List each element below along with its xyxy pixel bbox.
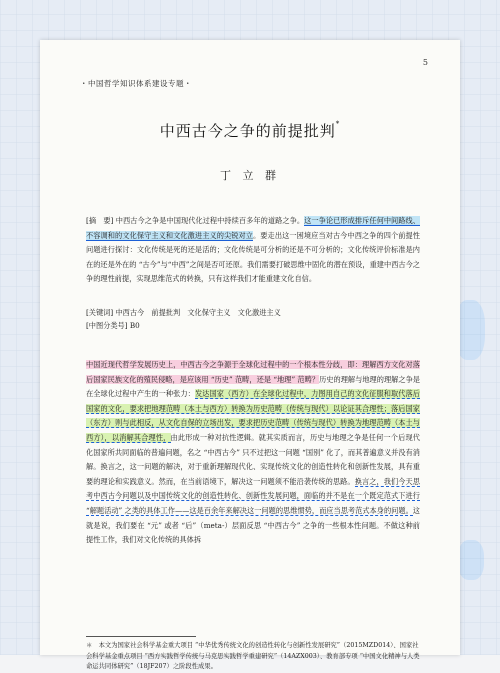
- body-text: [86, 358, 420, 548]
- clc-code: B0: [129, 321, 140, 330]
- decorative-blob: [458, 540, 484, 580]
- highlight-green: 发达国家（西方）在全球化过程中，力图用自己的文化征服和取代落后国家的文化，要求把地理范畴（本土与西方）转换为历史范畴（传统与现代）以论证其合理性；落后国家（东方）则与此相反，从文化自保的立场出发，要求把历史范畴（传统与现代）转换为地理范畴（本土与西方），以消解其合理性，: [86, 389, 420, 442]
- author-name: 丁 立 群: [220, 169, 280, 182]
- abstract-highlight: 这一争论已形成排斥任何中间路线、不容调和的文化保守主义和文化激进主义的尖锐对立: [86, 216, 420, 240]
- body-sentence: 由此形成一种对抗性逻辑。就其实质而言，历史与地理之争是任何一个后现代化国家所共同面临的普遍问题，名之 “中西古今” 只不过把这一问题 “国别” 化了，而其普遍意义并没有消解。换言之，这一问题的解决，对于重新理解现代化、实现传统文化的创造性转化和创新性发展，具有重要的理论和实践意义。然而，在当前语境下，解决这一问题须不能沿袭传统的思路。: [86, 432, 420, 486]
- clc-label: [中图分类号]: [86, 321, 128, 330]
- footnote-divider: [86, 636, 196, 637]
- article-title: [40, 120, 460, 141]
- body-sentence: 历史的理解与地理的理解之争是在全球化过程中产生的一种张力：: [86, 374, 420, 399]
- abstract-text-cont: 。要走出这一困境应当对古今中西之争的四个前提性问题进行探讨：文化传统是死的还是活的；文化传统是可分析的还是不可分析的；文化传统评价标准是内在的还是外在的 “古今”与“中西”之间是否可还原。我们需要打破思维中固化的潜在预设，重建中西古今之争的理性前提，实现思维范式的转换，只有这样我们才能重建文化自信。: [86, 230, 420, 284]
- body-sentence: 这就是说，我们要在 “元” 或者 “后”（meta-）层面反思 “中西古今” 之争的一些根本性问题。不做这种前提性工作，我们对文化传统的具体拆: [86, 505, 420, 545]
- keywords-label: [关键词]: [86, 308, 114, 317]
- abstract: [86, 214, 420, 287]
- paper-sheet: [40, 40, 460, 670]
- title-footnote-mark: *: [335, 120, 341, 128]
- abstract-text: 中西古今之争是中国现代化过程中持续百多年的道路之争。: [115, 216, 305, 225]
- title-text: 中西古今之争的前提批判: [159, 122, 336, 140]
- keywords-block: [86, 306, 420, 332]
- series-header: ・中国哲学知识体系建设专题・: [80, 79, 192, 88]
- footnote: ＊ 本文为国家社会科学基金重大项目 “中华优秀传统文化的创造性转化与创新性发展研究”（2015MZD014）、国家社会科学基金重点项目 “西方实践哲学传统与马克思实践哲学重建研究”（14AZX003）、教育部专项 “中国文化精神与人类命运共同体研究”（18JF207）之阶段性成果。: [86, 642, 420, 670]
- keywords-text: 中西古今 前提批判 文化保守主义 文化激进主义: [115, 308, 281, 317]
- page-number: 5: [422, 58, 428, 67]
- highlight-pink: 中国近现代哲学发展历史上，中西古今之争源于全球化过程中的一个根本性分歧，即：理解西方文化对落后国家民族文化的殖民侵略，是应该用 “历史” 范畴，还是 “地理” 范畴？: [86, 360, 420, 384]
- underlined-passage: 换言之，我们今天思考中西古今问题以及中国传统文化的创造性转化、创新性发展问题，面临的并不是在一个既定范式下进行 “解题活动” 之类的具体工作——这是百余年来解决这一问题的思维惯势，而应当思考范式本身的问题。: [86, 476, 420, 515]
- abstract-label: [摘 要]: [86, 216, 114, 225]
